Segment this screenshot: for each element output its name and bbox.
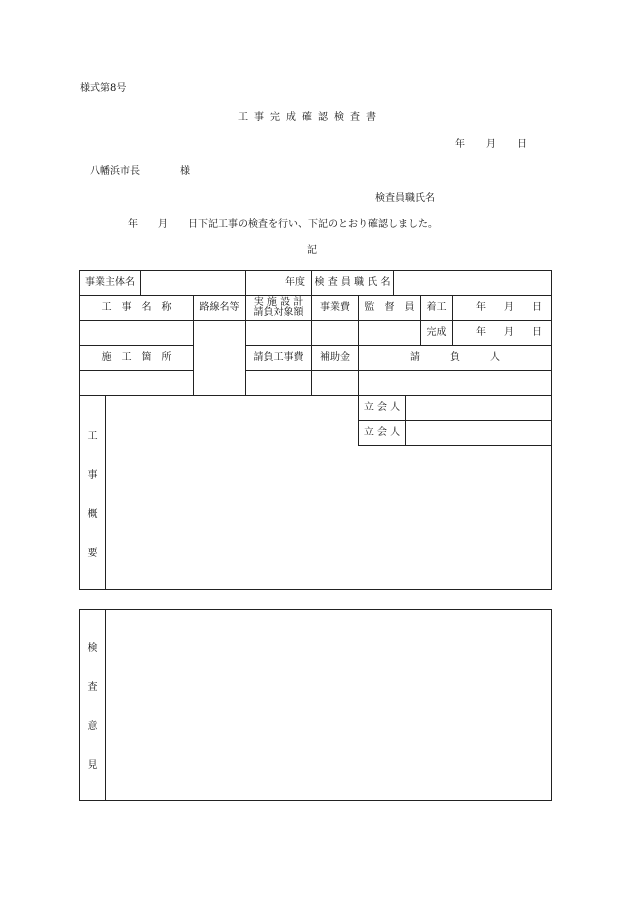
form-number: 様式第8号: [80, 83, 127, 94]
start-day: 日: [532, 301, 542, 313]
opinion-char-3: 意: [87, 721, 98, 732]
inspector-header: 検 査 員 職 氏 名: [314, 276, 391, 288]
design-amount-header: [246, 296, 311, 320]
completion-day: 日: [532, 326, 542, 338]
statement-month: 月: [158, 219, 168, 230]
inspector-value[interactable]: [394, 271, 551, 295]
location-value[interactable]: [80, 371, 193, 395]
supervisor-header: 監 督 員: [364, 301, 415, 313]
overview-char-4: 要: [87, 547, 98, 559]
overview-char-1: 工: [87, 430, 98, 442]
overview-label: [80, 396, 105, 589]
subsidy-value[interactable]: [312, 371, 358, 395]
opinion-label: [80, 610, 105, 800]
opinion-char-2: 査: [87, 682, 98, 693]
business-owner-label: 事業主体名: [85, 276, 135, 288]
project-cost-header: 事業費: [320, 301, 350, 313]
statement-year: 年: [128, 219, 138, 230]
start-month: 月: [504, 301, 514, 313]
opinion-char-4: 見: [87, 760, 98, 771]
completion-year: 年: [476, 326, 486, 338]
date-year: 年: [455, 139, 465, 150]
project-cost-value[interactable]: [312, 321, 358, 345]
statement-text: 日下記工事の検査を行い、下記のとおり確認しました。: [188, 219, 438, 230]
overview-char-3: 概: [87, 508, 98, 520]
document-title: 工事完成確認検査書: [238, 112, 382, 123]
completion-date[interactable]: [453, 321, 551, 345]
design-amount-line-2: 請負対象額: [253, 307, 304, 318]
supervisor-value[interactable]: [359, 321, 420, 345]
witness-value-1[interactable]: [406, 396, 551, 420]
fiscal-year-label: 年度: [285, 276, 305, 288]
ki-label: 記: [307, 245, 317, 256]
contract-cost-value[interactable]: [246, 371, 311, 395]
design-amount-value[interactable]: [246, 321, 311, 345]
contractor-value[interactable]: [359, 371, 551, 395]
design-amount-line-1: 実 施 設 計: [253, 296, 304, 308]
route-name-value[interactable]: [194, 321, 245, 395]
witness-label-1: 立 会 人: [363, 401, 401, 413]
start-date[interactable]: [453, 296, 551, 320]
date-month: 月: [486, 139, 496, 150]
opinion-content[interactable]: [106, 610, 551, 800]
overview-content[interactable]: [106, 396, 358, 589]
business-owner-value[interactable]: [141, 271, 245, 295]
completion-month: 月: [504, 326, 514, 338]
location-header: 施 工 箇 所: [101, 351, 172, 363]
date-day: 日: [517, 139, 527, 150]
recipient: 八幡浜市長: [90, 166, 140, 177]
overview-char-2: 事: [87, 469, 98, 481]
contractor-header: 請 負 人: [410, 351, 500, 363]
subsidy-header: 補助金: [320, 351, 350, 363]
route-name-header: 路線名等: [199, 301, 240, 313]
inspector-label: 検査員職氏名: [375, 193, 435, 204]
start-year: 年: [476, 301, 486, 313]
witness-value-2[interactable]: [406, 421, 551, 445]
contract-cost-header: 請負工事費: [253, 351, 304, 363]
witness-label-2: 立 会 人: [363, 426, 401, 438]
work-name-value[interactable]: [80, 321, 193, 345]
honorific: 様: [180, 166, 190, 177]
completion-label: 完成: [426, 326, 447, 338]
start-label: 着工: [426, 301, 447, 313]
opinion-char-1: 検: [87, 643, 98, 654]
work-name-header: 工 事 名 称: [101, 301, 172, 313]
